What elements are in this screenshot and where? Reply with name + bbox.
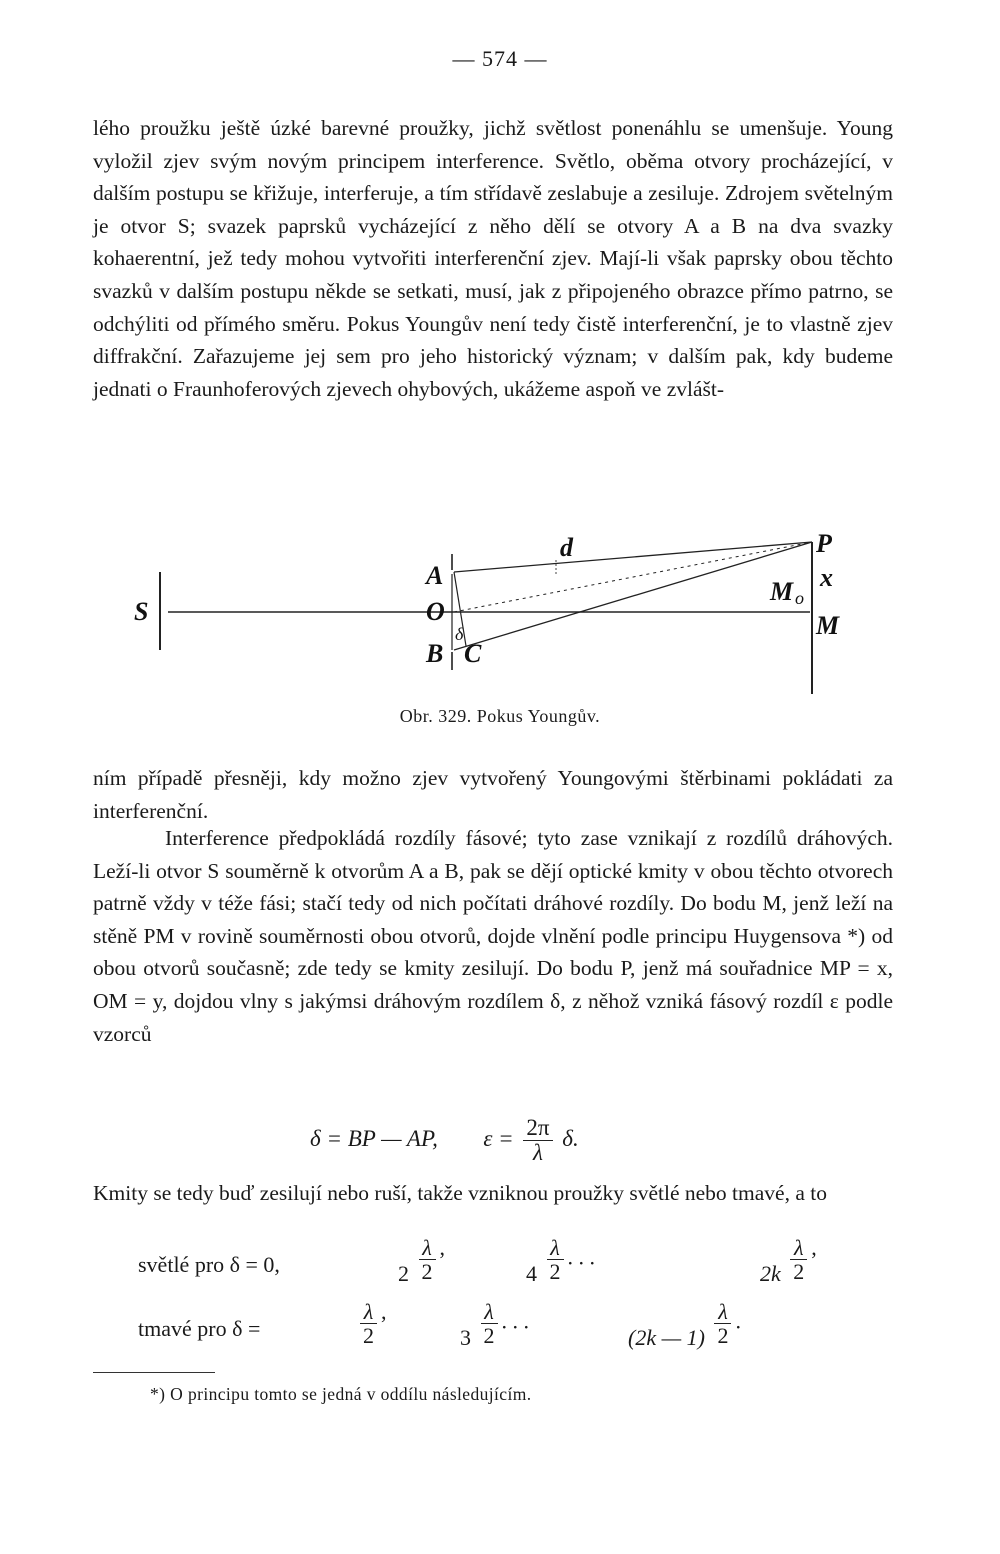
tail: , bbox=[811, 1234, 817, 1260]
epsilon-rhs: δ. bbox=[562, 1125, 579, 1151]
label-C: C bbox=[464, 639, 482, 668]
coef: 2 bbox=[398, 1260, 409, 1286]
num: λ bbox=[547, 1236, 564, 1260]
label-M0-subscript: o bbox=[795, 588, 804, 608]
den: 2 bbox=[549, 1259, 561, 1285]
young-experiment-figure bbox=[120, 522, 880, 702]
paragraph-2: ním případě přesněji, kdy možno zjev vytvořený Youngovými štěrbinami pokládati za interferenční. bbox=[93, 766, 893, 823]
page-number: — 574 — bbox=[452, 46, 548, 71]
footnote-rule bbox=[93, 1372, 215, 1373]
dark-term-k bbox=[628, 1299, 741, 1350]
coef: (2k — 1) bbox=[628, 1324, 705, 1350]
coef: 3 bbox=[460, 1324, 471, 1350]
label-B: B bbox=[426, 639, 444, 668]
dark-term-3 bbox=[460, 1299, 529, 1350]
dark-fringes-row bbox=[138, 1300, 858, 1362]
delta-formula: δ = BP — AP, bbox=[310, 1125, 438, 1151]
paragraph-1: lého proužku ještě úzké barevné proužky, jichž světlost ponenáhlu se umenšuje. Young vyložil zjev svým novým principem interference. Světlo, oběma otvory procházející, v dalším postupu se křižuje, interferuje, a tím střídavě zeslabuje a zesiluje. Zdrojem světelným je otvor S; svazek paprsků vycházející z něho dělí se otvory A a B na dva svazky kohaerentní, jež tedy mohou vytvořiti interferenční zjev. Mají-li však paprsky obou těchto svazků v dalším postupu někde se setkati, musí, jak z připojeného obrazce přímo patrno, se odchýliti od přímého směru. Pokus Youngův není tedy čistě interferenční, je to vlastně zjev diffrakční. Zařazujeme jej sem pro jeho historický význam; v dalším pak, kdy budeme jednati o Fraunhoferových zjevech ohybových, ukážeme aspoň ve zvlášt- bbox=[93, 116, 893, 401]
tail: . . . bbox=[501, 1308, 529, 1334]
dark-term-1 bbox=[356, 1300, 387, 1347]
num: λ bbox=[714, 1300, 731, 1324]
tail: . bbox=[735, 1308, 741, 1334]
figure-caption: Obr. 329. Pokus Youngův. bbox=[399, 706, 601, 726]
den: 2 bbox=[363, 1323, 374, 1349]
path-phase-formula bbox=[310, 1116, 579, 1165]
label-P: P bbox=[816, 529, 832, 558]
light-fringes-row bbox=[138, 1236, 858, 1298]
num: λ bbox=[790, 1236, 807, 1260]
light-term-4 bbox=[526, 1235, 595, 1286]
paragraph-3: Interference předpokládá rozdíly fásové; tyto zase vznikají z rozdílů dráhových. Leží-li otvor S souměrně k otvorům A a B, pak se dějí optické kmity v obou těchto otvorech patrně vždy v téže fási; stačí tedy od nich počítati dráhové rozdíly. Do bodu M, jenž leží na stěně PM v rovině souměrnosti obou otvorů, dojde vlnění podle principu Huygensova *) od obou otvorů současně; zde tedy se kmity zesilují. Do bodu P, jenž má souřadnice MP = x, OM = y, dojdou vlny s jakýmsi dráhovým rozdílem δ, z něhož vzniká fásový rozdíl ε podle vzorců bbox=[93, 826, 893, 1046]
young-diagram bbox=[120, 522, 880, 702]
label-M0: M bbox=[770, 577, 794, 606]
den: 2 bbox=[793, 1259, 805, 1285]
label-O: O bbox=[426, 597, 445, 626]
epsilon-numerator: 2π bbox=[523, 1116, 552, 1141]
coef: 2k bbox=[760, 1260, 781, 1286]
num: λ bbox=[481, 1300, 498, 1324]
light-term-k bbox=[760, 1234, 817, 1286]
tail: . . . bbox=[567, 1244, 595, 1270]
light-term-2 bbox=[398, 1234, 445, 1286]
den: 2 bbox=[483, 1323, 495, 1349]
den: 2 bbox=[421, 1259, 433, 1285]
dark-label: tmavé pro δ = bbox=[138, 1316, 261, 1341]
num: λ bbox=[419, 1236, 436, 1260]
paragraph-4: Kmity se tedy buď zesilují nebo ruší, takže vzniknou proužky světlé nebo tmavé, a to bbox=[93, 1181, 827, 1205]
dashed-O-P bbox=[454, 542, 812, 612]
num: λ bbox=[360, 1300, 377, 1324]
footnote: *) O principu tomto se jedná v oddílu následujícím. bbox=[150, 1384, 532, 1404]
epsilon-lhs: ε = bbox=[483, 1125, 514, 1151]
label-M: M bbox=[816, 611, 840, 640]
label-A: A bbox=[426, 561, 444, 590]
epsilon-fraction bbox=[523, 1116, 552, 1165]
light-label: světlé pro δ = 0, bbox=[138, 1252, 280, 1277]
tail: , bbox=[439, 1234, 445, 1260]
ray-A-P bbox=[454, 542, 812, 572]
label-x: x bbox=[820, 563, 833, 592]
den: 2 bbox=[717, 1323, 729, 1349]
epsilon-denominator: λ bbox=[533, 1140, 543, 1166]
label-delta: δ bbox=[455, 624, 464, 644]
tail: , bbox=[381, 1298, 387, 1324]
coef: 4 bbox=[526, 1260, 537, 1286]
label-d: d bbox=[560, 533, 573, 562]
ray-B-P bbox=[454, 542, 812, 650]
label-S: S bbox=[134, 597, 149, 626]
